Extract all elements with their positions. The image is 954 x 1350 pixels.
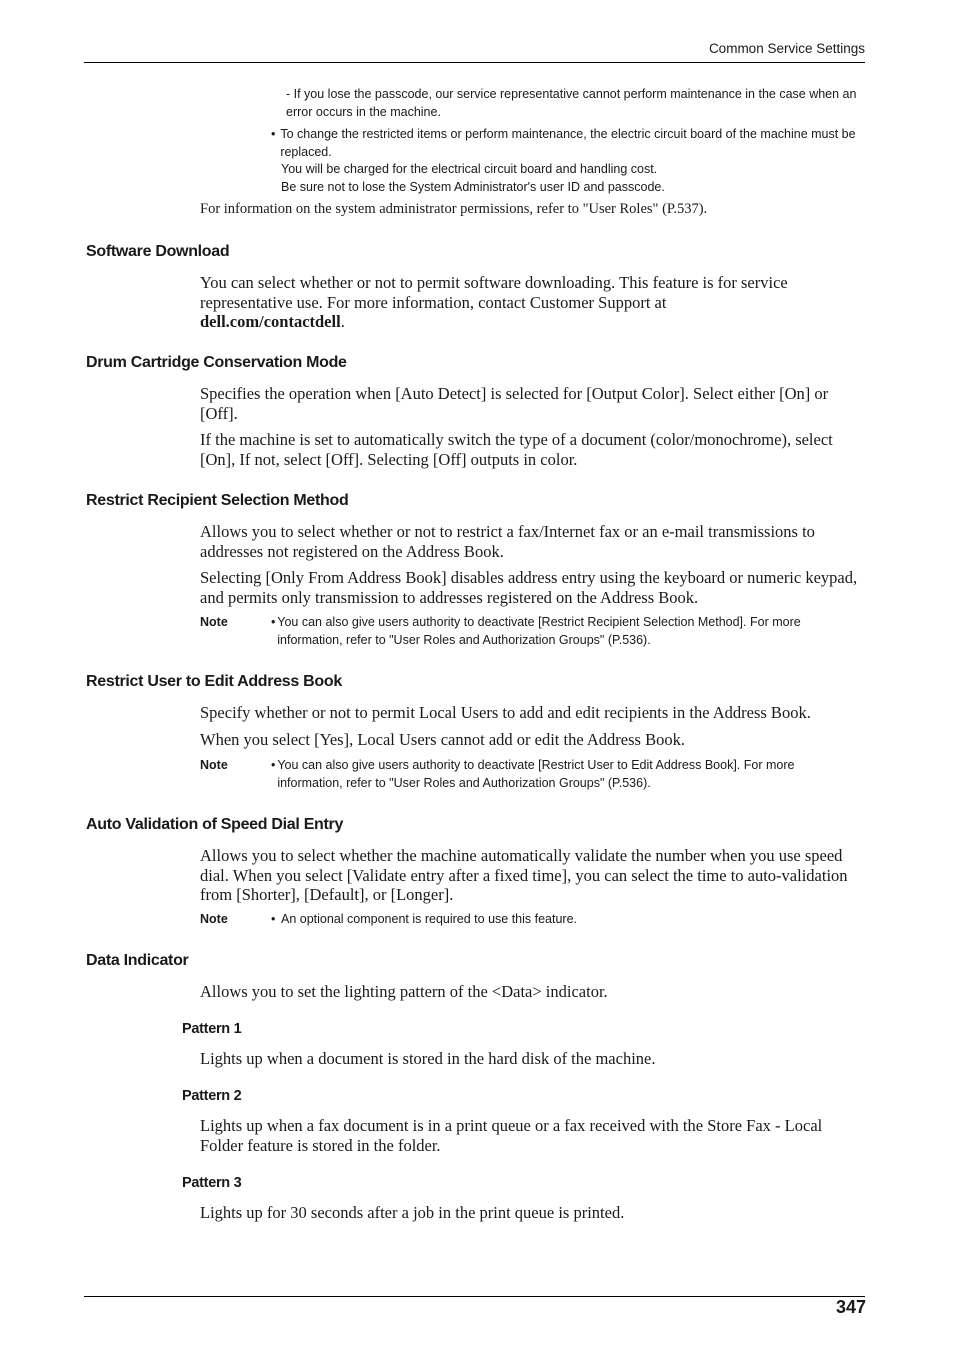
- note-text: You can also give users authority to deactivate [Restrict Recipient Selection Method]. For more information, refer to "User Roles and Authorization Groups" (P.536).: [277, 615, 801, 647]
- restrict-recipient-paragraph-1: Allows you to select whether or not to restrict a fax/Internet fax or an e-mail transmissions to addresses not registered on the Address Book.: [200, 522, 815, 561]
- software-download-paragraph: You can select whether or not to permit software downloading. This feature is for service representative use. For more information, contact Customer Support at: [200, 273, 788, 312]
- circuit-board-note: [271, 126, 867, 196]
- drum-paragraph-2: If the machine is set to automatically switch the type of a document (color/monochrome), select [On], If not, select [Off]. Selecting [Off] outputs in color.: [200, 430, 833, 469]
- restrict-user-paragraph-1: Specify whether or not to permit Local Users to add and edit recipients in the Address Book.: [200, 703, 811, 722]
- software-download-text: [200, 273, 866, 332]
- data-indicator-heading: Data Indicator: [86, 952, 189, 969]
- note-label: Note: [200, 758, 228, 772]
- restrict-user-heading: Restrict User to Edit Address Book: [86, 673, 342, 690]
- drum-paragraph-1: Specifies the operation when [Auto Detect] is selected for [Output Color]. Select either [On] or [Off].: [200, 384, 829, 423]
- running-header: Common Service Settings: [708, 41, 865, 56]
- pattern-3-heading: Pattern 3: [182, 1175, 242, 1191]
- auto-validation-note: [271, 911, 841, 929]
- auto-validation-heading: Auto Validation of Speed Dial Entry: [86, 816, 344, 833]
- passcode-warning-item: - If you lose the passcode, our service representative cannot perform maintenance in the case when an error occurs in the machine.: [286, 87, 857, 119]
- auto-validation-paragraph: Allows you to select whether the machine automatically validate the number when you use speed dial. When you select [Validate entry after a fixed time], you can select the time to auto-validation from [Shorter], [Default], or [Longer].: [200, 846, 848, 904]
- credentials-line: Be sure not to lose the System Administrator's user ID and passcode.: [281, 179, 665, 194]
- restrict-recipient-note: [271, 614, 841, 649]
- data-indicator-paragraph: Allows you to set the lighting pattern of the <Data> indicator.: [200, 982, 608, 1001]
- pattern-1-text: Lights up when a document is stored in the hard disk of the machine.: [200, 1049, 656, 1068]
- software-download-heading: Software Download: [86, 243, 230, 260]
- note-label: Note: [200, 912, 228, 926]
- circuit-board-line: To change the restricted items or perform maintenance, the electric circuit board of the machine must be replaced.: [280, 127, 856, 159]
- bullet-icon: •: [271, 758, 276, 772]
- restrict-user-paragraph-2: When you select [Yes], Local Users cannot add or edit the Address Book.: [200, 730, 685, 749]
- bullet-icon: •: [271, 127, 276, 141]
- period: .: [340, 312, 345, 331]
- footer-rule: [84, 1296, 865, 1297]
- restrict-recipient-heading: Restrict Recipient Selection Method: [86, 492, 349, 509]
- pattern-2-text: Lights up when a fax document is in a print queue or a fax received with the Store Fax - Local Folder feature is stored in the folder.: [200, 1116, 823, 1155]
- note-label: Note: [200, 615, 228, 629]
- pattern-3-text: Lights up for 30 seconds after a job in the print queue is printed.: [200, 1203, 625, 1222]
- pattern-2-heading: Pattern 2: [182, 1088, 242, 1104]
- contact-link[interactable]: dell.com/contactdell: [200, 312, 341, 331]
- bullet-icon: •: [271, 615, 276, 629]
- note-text: You can also give users authority to deactivate [Restrict User to Edit Address Book]. For more information, refer to "User Roles and Authorization Groups" (P.536).: [277, 758, 795, 790]
- pattern-1-heading: Pattern 1: [182, 1021, 242, 1037]
- page-number: 347: [835, 1297, 866, 1317]
- drum-cartridge-heading: Drum Cartridge Conservation Mode: [86, 354, 347, 371]
- header-rule: [84, 62, 865, 63]
- charge-line: You will be charged for the electrical circuit board and handling cost.: [281, 162, 658, 176]
- bullet-icon: •: [271, 912, 276, 926]
- note-text: An optional component is required to use this feature.: [281, 912, 578, 926]
- admin-permissions-info: For information on the system administrator permissions, refer to "User Roles" (P.537).: [200, 201, 708, 217]
- restrict-user-note: [271, 757, 841, 792]
- restrict-recipient-paragraph-2: Selecting [Only From Address Book] disables address entry using the keyboard or numeric keypad, and permits only transmission to addresses registered on the Address Book.: [200, 568, 858, 607]
